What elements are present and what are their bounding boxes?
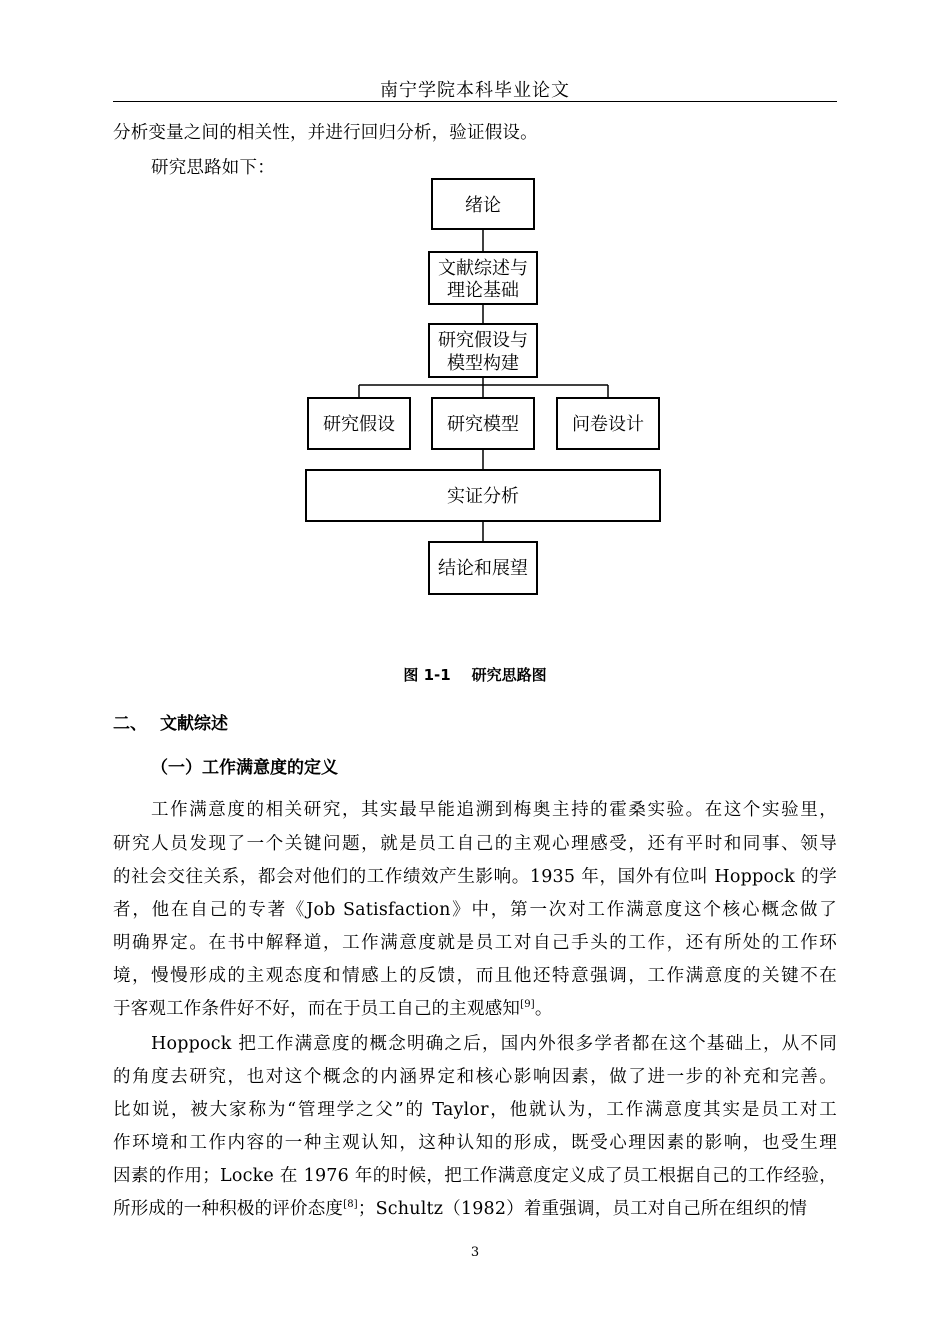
paragraph-1-line-6: 境，慢慢形成的主观态度和情感上的反馈，而且他还特意强调，工作满意度的关键不在 xyxy=(113,966,837,986)
paragraph-1-line-3: 的社会交往关系，都会对他们的工作绩效产生影响。1935 年，国外有位叫 Hoppock 的学 xyxy=(113,867,837,887)
box-empirical-analysis-label: 实证分析 xyxy=(447,486,519,507)
box-literature-review-label-1: 文献综述与 xyxy=(438,258,528,279)
paragraph-2-line-4: 作环境和工作内容的一种主观认知，这种认知的形成，既受心理因素的影响，也受生理 xyxy=(113,1133,837,1153)
section-title: 文献综述 xyxy=(160,714,228,734)
subsection-title: （一）工作满意度的定义 xyxy=(151,758,338,778)
paragraph-1-line-7-end: 。 xyxy=(534,999,553,1019)
research-flowchart xyxy=(300,174,666,600)
citation-9: [9] xyxy=(520,999,535,1011)
intro-line-2: 研究思路如下： xyxy=(151,158,275,178)
paragraph-1-line-1: 工作满意度的相关研究，其实最早能追溯到梅奥主持的霍桑实验。在这个实验里， xyxy=(151,800,837,820)
paragraph-1-line-7 xyxy=(113,995,837,1020)
box-hypothesis-model-label-2: 模型构建 xyxy=(447,353,519,374)
box-research-model-label: 研究模型 xyxy=(447,414,519,435)
paragraph-1-line-5: 明确界定。在书中解释道，工作满意度就是员工对自己手头的工作，还有所处的工作环 xyxy=(113,933,837,953)
box-conclusion-label: 结论和展望 xyxy=(438,558,528,579)
box-hypothesis-model-label-1: 研究假设与 xyxy=(438,330,528,351)
figure-caption: 图 1-1 研究思路图 xyxy=(403,666,547,684)
section-number: 二、 xyxy=(113,714,147,734)
box-research-hypothesis-label: 研究假设 xyxy=(323,414,395,435)
paragraph-2-line-5: 因素的作用；Locke 在 1976 年的时候，把工作满意度定义成了员工根据自己的工作经验， xyxy=(113,1166,837,1186)
page-number: 3 xyxy=(470,1245,480,1260)
paragraph-1-line-4: 者，他在自己的专著《Job Satisfaction》中，第一次对工作满意度这个核心概念做了 xyxy=(113,900,837,920)
paragraph-2-line-6 xyxy=(113,1195,837,1220)
box-literature-review-label-2: 理论基础 xyxy=(447,280,519,301)
box-questionnaire-design-label: 问卷设计 xyxy=(572,414,644,435)
citation-8: [8] xyxy=(343,1199,358,1211)
paragraph-2-line-1: Hoppock 把工作满意度的概念明确之后，国内外很多学者都在这个基础上，从不同 xyxy=(151,1034,837,1054)
paragraph-2-line-6-end: ；Schultz（1982）着重强调，员工对自己所在组织的情 xyxy=(357,1199,808,1219)
paragraph-1-line-2: 研究人员发现了一个关键问题，就是员工自己的主观心理感受，还有平时和同事、领导 xyxy=(113,834,837,854)
paragraph-1-line-7-text: 于客观工作条件好不好，而在于员工自己的主观感知 xyxy=(113,999,521,1019)
paragraph-2-line-3: 比如说，被大家称为“管理学之父”的 Taylor，他就认为，工作满意度其实是员工对工 xyxy=(113,1100,837,1120)
paragraph-2-line-6-text: 所形成的一种积极的评价态度 xyxy=(113,1199,344,1219)
header-rule xyxy=(113,101,837,102)
intro-line-1: 分析变量之间的相关性，并进行回归分析，验证假设。 xyxy=(113,123,538,143)
paragraph-2-line-2: 的角度去研究，也对这个概念的内涵界定和核心影响因素，做了进一步的补充和完善。 xyxy=(113,1067,837,1087)
box-intro-label: 绪论 xyxy=(465,195,501,216)
running-header: 南宁学院本科毕业论文 xyxy=(380,80,570,101)
